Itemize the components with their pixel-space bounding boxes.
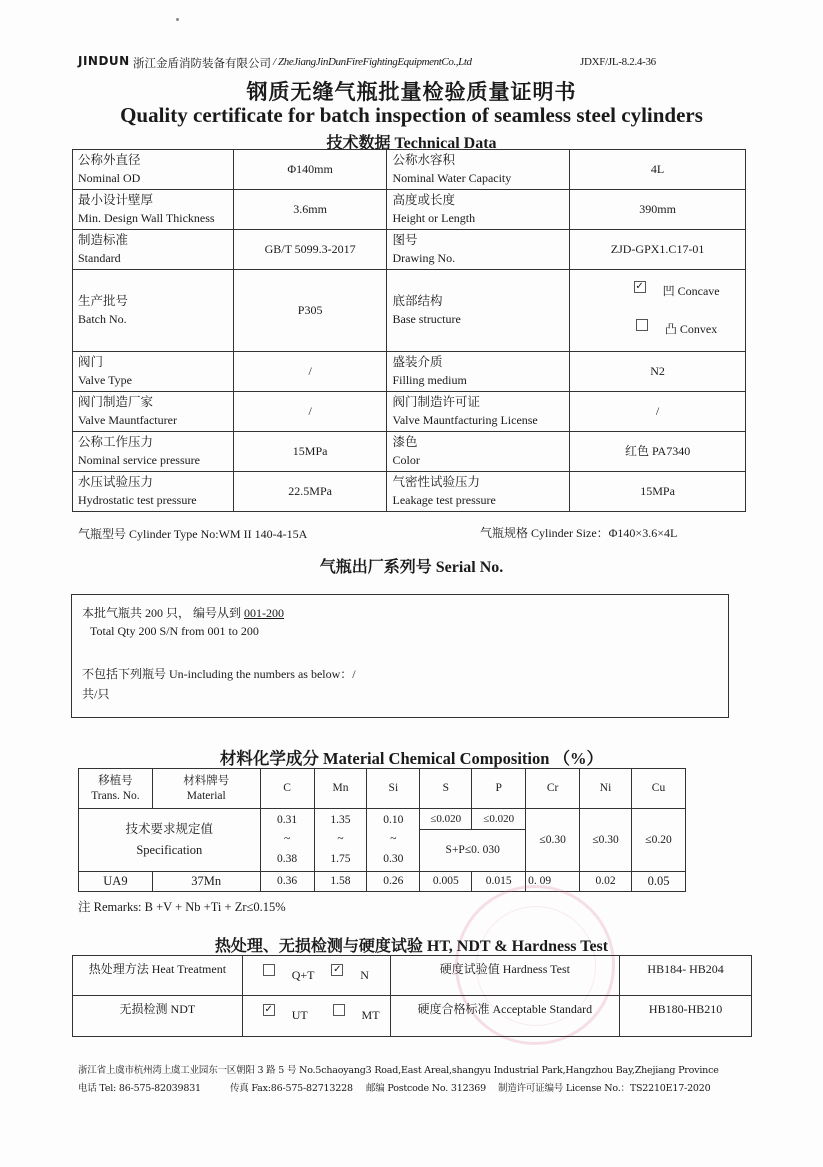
tech-row [73, 230, 746, 270]
footer-tel: 电话 Tel: 86-575-82039831 [78, 1083, 201, 1094]
base-option-checkbox[interactable]: ✓ [635, 281, 644, 293]
value: N2 [650, 363, 665, 378]
company-name-cn: 浙江金盾消防装备有限公司 [133, 58, 271, 70]
tech-label [73, 432, 234, 472]
spec-mn: 1.35 ~ 1.75 [314, 809, 367, 872]
title-cn: 钢质无缝气瓶批量检验质量证明书 [246, 80, 577, 104]
footer-postcode: 邮编 Postcode No. 312369 [366, 1083, 486, 1094]
element-header: Cr [526, 769, 580, 809]
tech-label [387, 230, 570, 270]
tech-label [387, 392, 570, 432]
value: / [308, 363, 312, 378]
base-option-checkbox[interactable] [636, 319, 648, 331]
serial-line-2: Total Qty 200 S/N from 001 to 200 [90, 624, 259, 638]
label-en: Color [392, 453, 420, 468]
tech-row [73, 150, 746, 190]
hardness-test-label: 硬度试验值 Hardness Test [390, 956, 620, 996]
actual-value: 0.015 [472, 872, 526, 892]
ht-row-heat-treatment [73, 956, 752, 996]
checkbox-n[interactable]: ✓ [333, 964, 342, 976]
label-cn: 阀门制造许可证 [392, 395, 480, 410]
label-en: Nominal OD [78, 171, 141, 186]
actual-value: 1.58 [314, 872, 367, 892]
ht-table [72, 955, 752, 1037]
label-cn: 底部结构 [392, 294, 443, 309]
tech-value [233, 150, 387, 190]
label-en: Standard [78, 251, 121, 266]
actual-value: 0.02 [580, 872, 632, 892]
serial-excluded-count: 共/只 [82, 687, 110, 701]
tech-row [73, 392, 746, 432]
actual-value: 0.005 [420, 872, 472, 892]
serial-qty-text: 本批气瓶共 200 只， 编号从到 [82, 606, 245, 620]
label-en: Valve Mauntfacturer [78, 413, 177, 428]
footer-address: 浙江省上虞市杭州湾上虞工业园东一区朝阳 3 路 5 号 No.5chaoyang3 Road,East Areal,shangyu Industrial Park,Hangzhou Bay,Zhejiang Province [78, 1065, 719, 1076]
label-cn: 阀门制造厂家 [78, 395, 154, 410]
tech-label [387, 352, 570, 392]
label-cn: 盛装介质 [392, 355, 443, 370]
tech-value [233, 392, 387, 432]
tech-label [387, 432, 570, 472]
tech-value [233, 432, 387, 472]
spec-s-plus-p: S+P≤0. 030 [420, 830, 526, 872]
value: 15MPa [640, 483, 675, 498]
chemical-remarks: 注 Remarks: B +V + Nb +Ti + Zr≤0.15% [78, 900, 286, 914]
ht-row-ndt [73, 996, 752, 1037]
tech-label [73, 150, 234, 190]
heat-treatment-options [242, 956, 390, 996]
spec-cu: ≤0.20 [632, 809, 686, 872]
label-cn: 制造标准 [78, 233, 129, 248]
label-en: Valve Type [78, 373, 132, 388]
tech-label [73, 352, 234, 392]
element-header: S [420, 769, 472, 809]
label-en: Height or Length [392, 211, 476, 226]
tech-value [233, 270, 387, 352]
element-header: C [260, 769, 314, 809]
acceptable-standard-value: HB180-HB210 [620, 996, 752, 1037]
label-cn: 气密性试验压力 [392, 475, 480, 490]
spec-ni: ≤0.30 [580, 809, 632, 872]
value: 红色 PA7340 [624, 443, 691, 458]
base-option-label: 凹 Concave [662, 283, 720, 298]
option-qt-label: Q+T [291, 968, 315, 982]
value: 22.5MPa [288, 483, 332, 498]
element-header: Mn [314, 769, 367, 809]
value: / [655, 403, 660, 418]
tech-label [73, 392, 234, 432]
chem-actual-row [79, 872, 686, 892]
company-logo: JINDUN [78, 54, 130, 68]
label-en: Min. Design Wall Thickness [78, 211, 215, 226]
label-en: Valve Mauntfacturing License [392, 413, 538, 428]
element-header: Ni [580, 769, 632, 809]
label-en: Drawing No. [392, 251, 456, 266]
title-en: Quality certificate for batch inspection of seamless steel cylinders [120, 103, 703, 127]
ht-title: 热处理、无损检测与硬度试验 HT, NDT & Hardness Test [214, 938, 609, 955]
spec-cr: ≤0.30 [526, 809, 580, 872]
actual-value: 0.05 [632, 872, 686, 892]
chem-header-row [79, 769, 686, 809]
serial-box [71, 594, 729, 718]
technical-data-title: 技术数据 Technical Data [326, 135, 497, 152]
company-header [78, 54, 758, 74]
label-cn: 公称外直径 [78, 153, 141, 168]
value: P305 [297, 302, 323, 317]
label-cn: 图号 [392, 233, 418, 248]
tech-value [233, 472, 387, 512]
tech-value [233, 190, 387, 230]
checkbox-ut[interactable]: ✓ [264, 1004, 273, 1016]
label-cn: 阀门 [78, 355, 104, 370]
tech-value [570, 472, 746, 512]
actual-value: 0.26 [367, 872, 420, 892]
tech-label [387, 150, 570, 190]
option-mt-label: MT [361, 1008, 380, 1022]
label-cn: 公称工作压力 [78, 435, 154, 450]
label-en: Filling medium [392, 373, 467, 388]
tech-value [570, 392, 746, 432]
spec-c: 0.31 ~ 0.38 [260, 809, 314, 872]
element-header: P [472, 769, 526, 809]
tech-row [73, 190, 746, 230]
tech-value [570, 190, 746, 230]
element-header: Cu [632, 769, 686, 809]
label-cn: 水压试验压力 [78, 475, 154, 490]
tech-label [387, 270, 570, 352]
chem-spec-row [79, 809, 686, 830]
value: 4L [650, 161, 665, 176]
label-en: Batch No. [78, 312, 127, 327]
option-n-label: N [360, 968, 369, 982]
label-cn: 高度或长度 [392, 193, 455, 208]
element-header: Si [367, 769, 420, 809]
tech-value [570, 432, 746, 472]
trans-no-header: 移植号 Trans. No. [79, 769, 153, 809]
technical-data-table [72, 149, 746, 512]
cylinder-type: 气瓶型号 Cylinder Type No:WM II 140-4-15A [78, 527, 308, 541]
value: 3.6mm [293, 201, 327, 216]
serial-excluded: 不包括下列瓶号 Un-including the numbers as below：/ [82, 667, 356, 681]
checkbox-mt[interactable] [333, 1004, 345, 1016]
tech-row [73, 472, 746, 512]
value: 390mm [639, 201, 676, 216]
actual-material: 37Mn [152, 872, 260, 892]
label-en: Hydrostatic test pressure [78, 493, 197, 508]
tech-label [387, 190, 570, 230]
base-option-label: 凸 Convex [664, 321, 718, 336]
label-en: Nominal Water Capacity [392, 171, 512, 186]
scan-dot [176, 18, 179, 21]
tech-row [73, 432, 746, 472]
actual-trans-no: UA9 [79, 872, 153, 892]
label-en: Leakage test pressure [392, 493, 496, 508]
spec-p: ≤0.020 [472, 809, 526, 830]
label-cn: 漆色 [392, 435, 418, 450]
ndt-options [242, 996, 390, 1037]
tech-label [73, 270, 234, 352]
label-en: Nominal service pressure [78, 453, 200, 468]
footer-fax: 传真 Fax:86-575-82713228 [230, 1083, 353, 1094]
base-option [574, 281, 741, 300]
value: GB/T 5099.3-2017 [264, 241, 356, 256]
chemical-table [78, 768, 686, 892]
label-cn: 生产批号 [78, 294, 129, 309]
tech-value [570, 150, 746, 190]
acceptable-standard-label: 硬度合格标准 Acceptable Standard [390, 996, 620, 1037]
tech-label [73, 230, 234, 270]
company-name-en: / ZheJiangJinDunFireFightingEquipmentCo.,Ltd [273, 56, 472, 68]
value: ZJD-GPX1.C17-01 [610, 241, 705, 256]
value: / [308, 403, 312, 418]
base-structure-options [570, 270, 746, 352]
chemical-title: 材料化学成分 Material Chemical Composition （%） [219, 749, 604, 768]
ndt-label: 无损检测 NDT [73, 996, 243, 1037]
label-cn: 公称水容积 [392, 153, 455, 168]
spec-s: ≤0.020 [420, 809, 472, 830]
tech-value [570, 230, 746, 270]
base-option [574, 322, 741, 338]
tech-label [73, 190, 234, 230]
label-cn: 最小设计壁厚 [78, 193, 154, 208]
cylinder-size: 气瓶规格 Cylinder Size：Φ140×3.6×4L [480, 526, 678, 540]
tech-value [570, 352, 746, 392]
serial-line-1 [82, 604, 284, 621]
option-ut-label: UT [291, 1008, 308, 1022]
serial-range: 001-200 [244, 606, 285, 620]
serial-title: 气瓶出厂系列号 Serial No. [319, 559, 504, 576]
spec-si: 0.10 ~ 0.30 [367, 809, 420, 872]
document-code: JDXF/JL-8.2.4-36 [580, 56, 656, 68]
tech-row [73, 270, 746, 352]
tech-label [73, 472, 234, 512]
footer-license: 制造许可证编号 License No.：TS2210E17-2020 [498, 1083, 711, 1094]
tech-value [233, 230, 387, 270]
tech-row [73, 352, 746, 392]
actual-value: 0. 09 [526, 872, 580, 892]
tech-value [233, 352, 387, 392]
tech-label [387, 472, 570, 512]
material-header: 材料牌号 Material [152, 769, 260, 809]
value: 15MPa [292, 443, 328, 458]
label-en: Base structure [392, 312, 461, 327]
heat-treatment-label: 热处理方法 Heat Treatment [73, 956, 243, 996]
spec-label: 技术要求规定值 Specification [79, 809, 261, 872]
value: Φ140mm [287, 161, 333, 176]
actual-value: 0.36 [260, 872, 314, 892]
checkbox-qt[interactable] [263, 964, 275, 976]
hardness-test-value: HB184- HB204 [620, 956, 752, 996]
